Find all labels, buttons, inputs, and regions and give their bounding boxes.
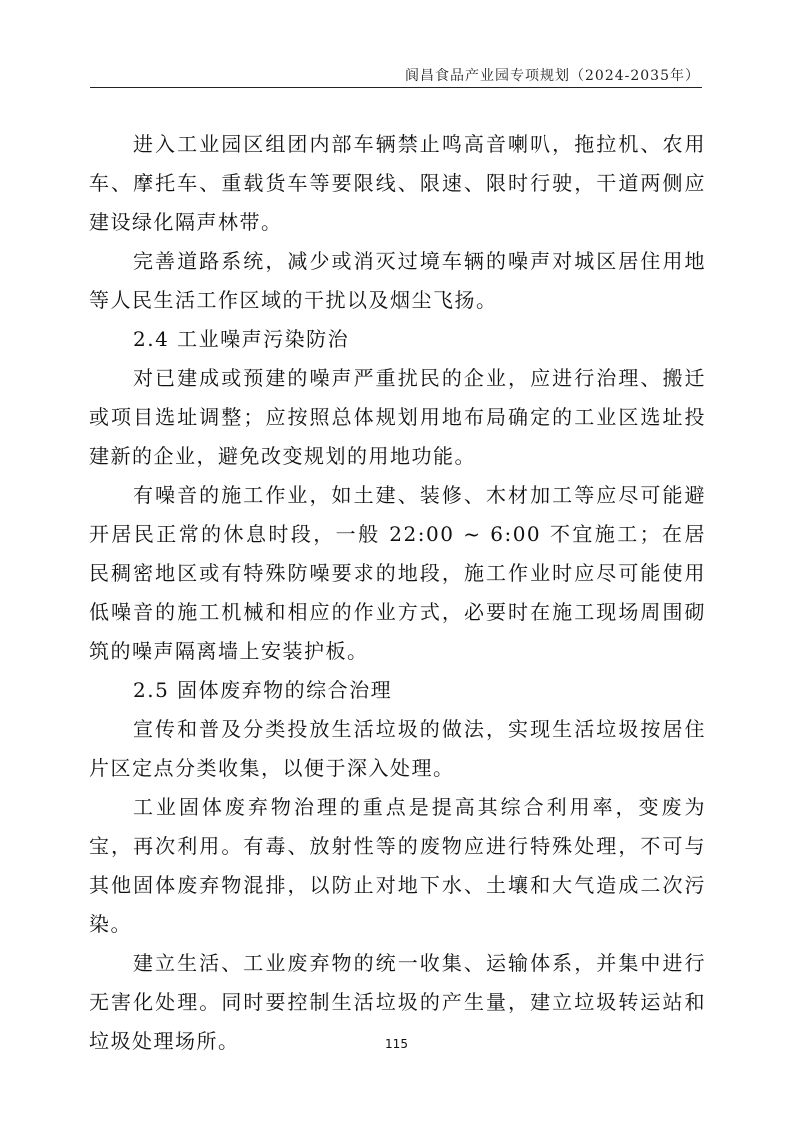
page-header xyxy=(90,60,702,88)
paragraph: 完善道路系统，减少或消灭过境车辆的噪声对城区居住用地等人民生活工作区域的干扰以及烟尘飞扬。 xyxy=(89,249,706,312)
section-heading-2-5: 2.5 固体废弃物的综合治理 xyxy=(133,678,393,702)
page-number: 115 xyxy=(385,1037,408,1051)
paragraph: 工业固体废弃物治理的重点是提高其综合利用率，变废为宝，再次利用。有毒、放射性等的废物应进行特殊处理，不可与其他固体废弃物混排，以防止对地下水、土壤和大气造成二次污染。 xyxy=(89,795,706,936)
paragraph: 宣传和普及分类投放生活垃圾的做法，实现生活垃圾按居住片区定点分类收集，以便于深入处理。 xyxy=(89,717,706,780)
paragraph: 有噪音的施工作业，如土建、装修、木材加工等应尽可能避开居民正常的休息时段，一般 22:00 ~ 6:00 不宜施工；在居民稠密地区或有特殊防噪要求的地段，施工作业时应尽可能使用低噪音的施工机械和相应的作业方式，必要时在施工现场周围砌筑的噪声隔离墙上安装护板。 xyxy=(89,483,706,663)
paragraph: 对已建成或预建的噪声严重扰民的企业，应进行治理、搬迁或项目选址调整；应按照总体规划用地布局确定的工业区选址投建新的企业，避免改变规划的用地功能。 xyxy=(89,366,706,468)
section-heading-2-4: 2.4 工业噪声污染防治 xyxy=(133,327,350,351)
paragraph: 进入工业园区组团内部车辆禁止鸣高音喇叭，拖拉机、农用车、摩托车、重载货车等要限线、限速、限时行驶，干道两侧应建设绿化隔声林带。 xyxy=(89,132,706,234)
document-body xyxy=(89,125,706,1061)
paragraph: 建立生活、工业废弃物的统一收集、运输体系，并集中进行无害化处理。同时要控制生活垃圾的产生量，建立垃圾转运站和垃圾处理场所。 xyxy=(89,951,706,1053)
header-title: 阆昌食品产业园专项规划（2024-2035年） xyxy=(405,68,700,84)
